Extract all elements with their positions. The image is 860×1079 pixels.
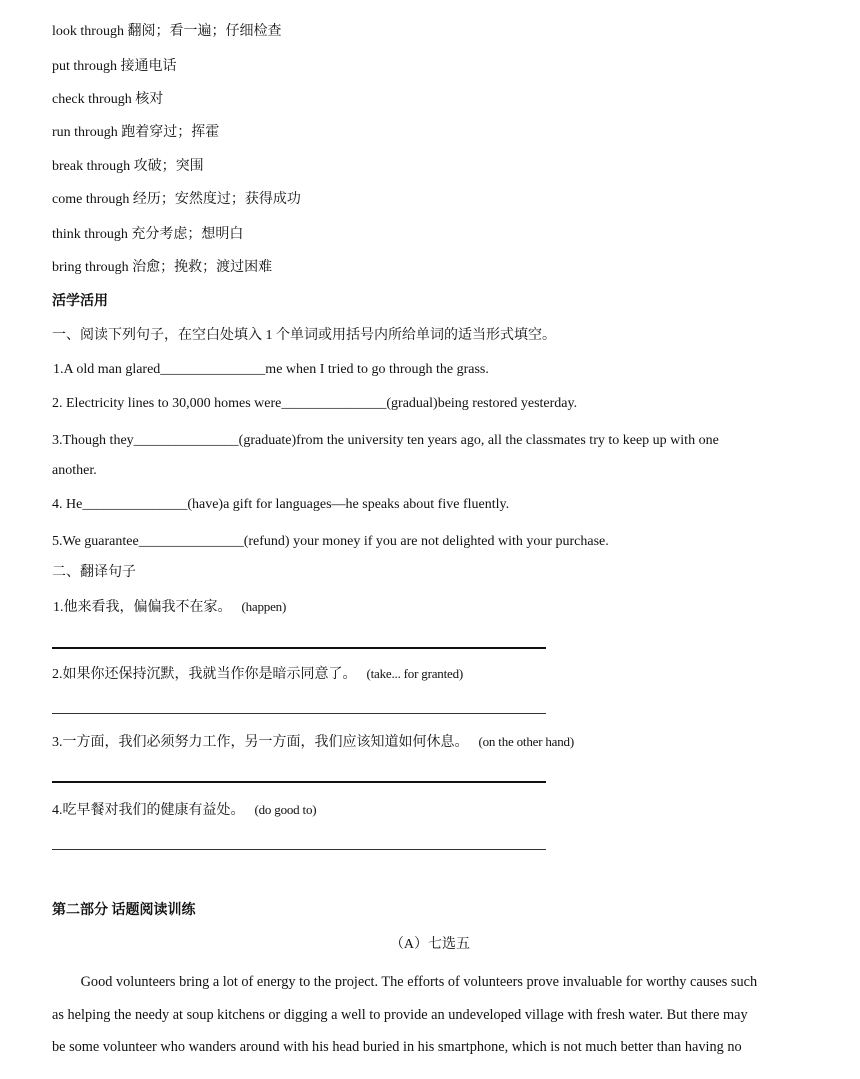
translation-hint: (take... for granted) xyxy=(366,666,463,681)
part2-subheading: （A）七选五 xyxy=(389,937,471,952)
section1-title: 一、阅读下列句子，在空白处填入 1 个单词或用括号内所给单词的适当形式填空。 xyxy=(52,328,556,343)
translation-hint: (happen) xyxy=(241,599,287,614)
section2-title: 二、翻译句子 xyxy=(52,565,136,580)
translation-item xyxy=(52,801,316,820)
phrase-line: bring through 治愈；挽救；渡过困难 xyxy=(52,260,273,275)
phrase-line: think through 充分考虑；想明白 xyxy=(52,227,244,242)
paragraph-line: Good volunteers bring a lot of energy to the project. The efforts of volunteers prove invaluable for worthy causes such xyxy=(52,974,758,990)
translation-hint: (on the other hand) xyxy=(478,734,574,749)
phrase-line: check through 核对 xyxy=(52,92,164,107)
practice-heading: 活学活用 xyxy=(52,294,108,309)
translation-hint: (do good to) xyxy=(254,802,317,817)
exercise-item: 5.We guarantee_______________(refund) your money if you are not delighted with your purchase. xyxy=(52,534,609,549)
translation-sentence: 3.一方面，我们必须努力工作，另一方面，我们应该知道如何休息。 xyxy=(52,735,469,750)
phrase-line: look through 翻阅；看一遍；仔细检查 xyxy=(52,24,282,39)
phrase-line: put through 接通电话 xyxy=(52,59,177,74)
paragraph-line: be some volunteer who wanders around with his head buried in his smartphone, which is not much better than having no xyxy=(52,1039,742,1055)
paragraph-line: as helping the needy at soup kitchens or digging a well to provide an undeveloped village with fresh water. But there may xyxy=(52,1007,748,1023)
answer-line xyxy=(52,647,546,649)
exercise-item: 1.A old man glared_______________me when I tried to go through the grass. xyxy=(53,362,489,377)
exercise-item: 3.Though they_______________(graduate)from the university ten years ago, all the classmates try to keep up with one xyxy=(52,433,719,448)
translation-item xyxy=(53,598,286,617)
translation-sentence: 2.如果你还保持沉默，我就当作你是暗示同意了。 xyxy=(52,667,357,682)
answer-line xyxy=(52,713,546,714)
exercise-item: 2. Electricity lines to 30,000 homes were_______________(gradual)being restored yesterday. xyxy=(52,396,578,411)
answer-line xyxy=(52,849,546,850)
answer-line xyxy=(52,781,546,783)
exercise-item-continuation: another. xyxy=(52,463,97,478)
translation-item xyxy=(52,733,574,752)
translation-sentence: 4.吃早餐对我们的健康有益处。 xyxy=(52,803,245,818)
exercise-item: 4. He_______________(have)a gift for languages—he speaks about five fluently. xyxy=(52,497,510,512)
translation-sentence: 1.他来看我，偏偏我不在家。 xyxy=(53,600,232,615)
translation-item xyxy=(52,665,463,684)
part2-heading: 第二部分 话题阅读训练 xyxy=(52,903,196,918)
phrase-line: break through 攻破；突围 xyxy=(52,159,204,174)
phrase-line: come through 经历；安然度过；获得成功 xyxy=(52,192,301,207)
phrase-line: run through 跑着穿过；挥霍 xyxy=(52,125,220,140)
